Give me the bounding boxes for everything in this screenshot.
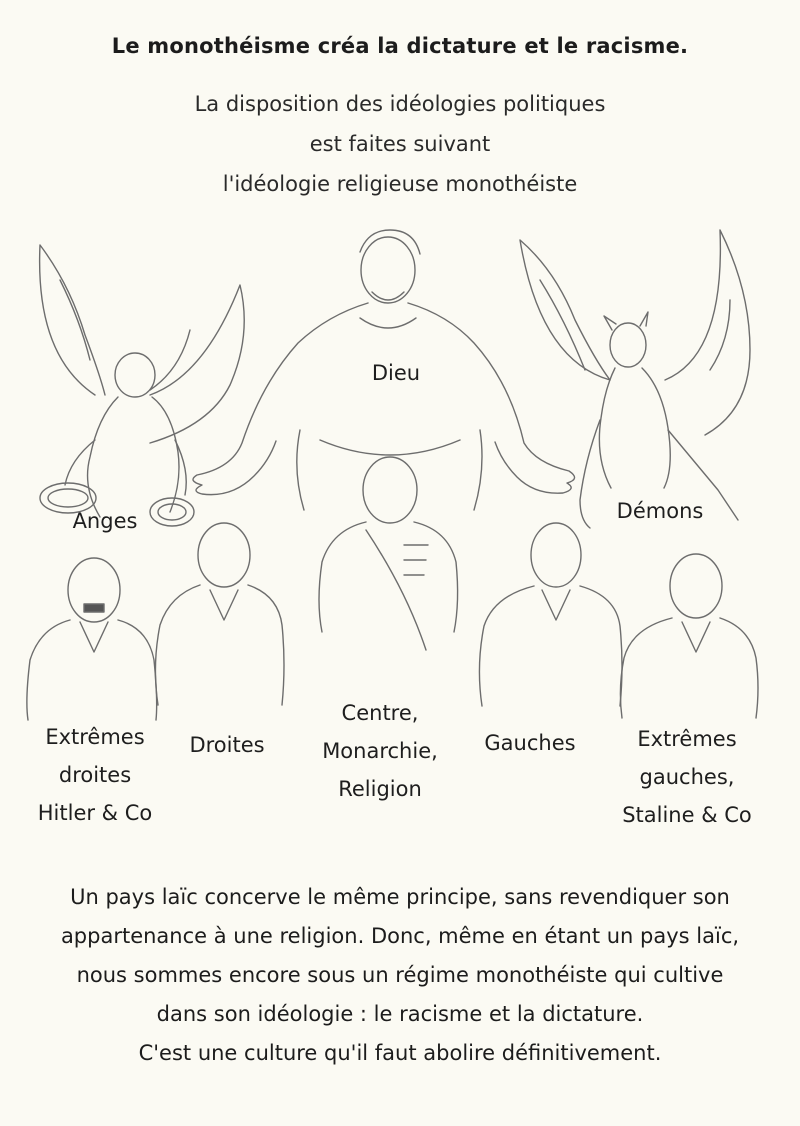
center-label — [300, 694, 460, 808]
extreme-right-figure — [27, 558, 157, 720]
god-label-line: Dieu — [371, 361, 421, 385]
extreme-left-label — [604, 720, 770, 834]
left-label-line: Gauches — [484, 731, 576, 755]
extreme-right-label-line-1: Extrêmes — [45, 725, 145, 749]
demon-label-line: Démons — [616, 499, 704, 523]
extreme-left-label-line-3: Staline & Co — [622, 803, 752, 827]
angel-figure — [40, 245, 245, 526]
extreme-left-label-line-1: Extrêmes — [637, 727, 737, 751]
page-title: Le monothéisme créa la dictature et le racisme. — [111, 34, 689, 58]
extreme-right-label — [20, 718, 170, 832]
paragraph-line-4: dans son idéologie : le racisme et la dictature. — [156, 1002, 644, 1026]
center-figure — [319, 457, 458, 650]
subtitle-line-3: l'idéologie religieuse monothéiste — [222, 172, 578, 196]
paragraph-line-2: appartenance à une religion. Donc, même en étant un pays laïc, — [60, 924, 740, 948]
center-label-line-2: Monarchie, — [322, 739, 438, 763]
angel-label — [60, 502, 150, 540]
paragraph-line-1: Un pays laïc concerve le même principe, sans revendiquer son — [70, 885, 730, 909]
center-label-line-1: Centre, — [341, 701, 419, 725]
angel-label-line: Anges — [72, 509, 138, 533]
paragraph-line-3: nous sommes encore sous un régime monothéiste qui cultive — [76, 963, 724, 987]
right-figure — [155, 523, 284, 705]
god-label — [356, 354, 436, 392]
subtitle-line-2: est faites suivant — [309, 132, 491, 156]
left-label — [470, 724, 590, 762]
paragraph-line-5: C'est une culture qu'il faut abolire définitivement. — [138, 1041, 662, 1065]
extreme-right-label-line-2: droites — [58, 763, 132, 787]
right-label — [172, 726, 282, 764]
conclusion-paragraph — [0, 878, 800, 1073]
demon-figure — [520, 230, 750, 528]
extreme-left-figure — [620, 554, 758, 718]
demon-label — [602, 492, 718, 530]
extreme-right-label-line-3: Hitler & Co — [37, 801, 153, 825]
right-label-line: Droites — [189, 733, 265, 757]
subtitle-line-1: La disposition des idéologies politiques — [194, 92, 606, 116]
extreme-left-label-line-2: gauches, — [639, 765, 735, 789]
left-figure — [479, 523, 622, 706]
center-label-line-3: Religion — [338, 777, 422, 801]
